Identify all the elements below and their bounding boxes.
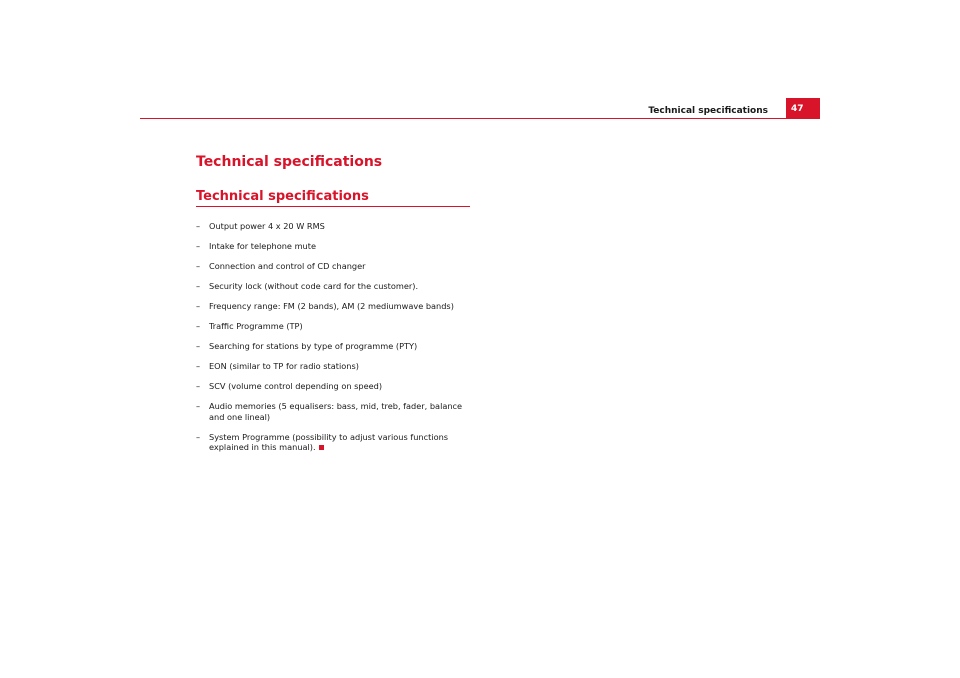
list-dash: – bbox=[196, 431, 201, 442]
list-item bbox=[196, 321, 476, 332]
list-item bbox=[196, 401, 476, 422]
chapter-title: Technical specifications bbox=[196, 154, 383, 170]
list-item bbox=[196, 432, 476, 453]
list-dash: – bbox=[196, 301, 201, 311]
list-item-text: Connection and control of CD changer bbox=[209, 261, 366, 271]
list-item-text: Audio memories (5 equalisers: bass, mid, treb, fader, balance and one lineal) bbox=[209, 401, 463, 422]
page-number: 47 bbox=[791, 104, 804, 114]
list-item-text: Output power 4 x 20 W RMS bbox=[209, 221, 325, 231]
list-dash: – bbox=[196, 281, 201, 291]
section-rule bbox=[196, 206, 470, 207]
list-item bbox=[196, 341, 476, 352]
list-item-text: Security lock (without code card for the customer). bbox=[209, 281, 419, 291]
list-item-text: Traffic Programme (TP) bbox=[209, 321, 303, 331]
list-dash: – bbox=[196, 261, 201, 271]
list-item bbox=[196, 241, 476, 252]
list-item bbox=[196, 281, 476, 292]
spec-list bbox=[196, 221, 476, 462]
header-rule bbox=[140, 118, 820, 119]
list-dash: – bbox=[196, 241, 201, 251]
list-item bbox=[196, 381, 476, 392]
list-item bbox=[196, 361, 476, 372]
page-number-tab bbox=[786, 98, 820, 119]
list-dash: – bbox=[196, 381, 201, 391]
list-dash: – bbox=[196, 321, 201, 331]
list-dash: – bbox=[196, 401, 201, 411]
list-item-text: EON (similar to TP for radio stations) bbox=[209, 361, 359, 371]
list-dash: – bbox=[196, 221, 201, 231]
list-item bbox=[196, 301, 476, 312]
list-dash: – bbox=[196, 341, 201, 351]
list-item bbox=[196, 261, 476, 272]
list-item-text: System Programme (possibility to adjust various functions explained in this manual). bbox=[209, 431, 449, 452]
list-item bbox=[196, 221, 476, 232]
list-dash: – bbox=[196, 361, 201, 371]
section-title: Technical specifications bbox=[196, 189, 369, 204]
list-item-text: Frequency range: FM (2 bands), AM (2 mediumwave bands) bbox=[209, 301, 454, 311]
list-item-text: Intake for telephone mute bbox=[209, 241, 316, 251]
end-of-section-mark bbox=[319, 445, 324, 450]
list-item-text: SCV (volume control depending on speed) bbox=[209, 381, 383, 391]
running-header-title: Technical specifications bbox=[648, 106, 768, 116]
list-item-text: Searching for stations by type of programme (PTY) bbox=[209, 341, 418, 351]
